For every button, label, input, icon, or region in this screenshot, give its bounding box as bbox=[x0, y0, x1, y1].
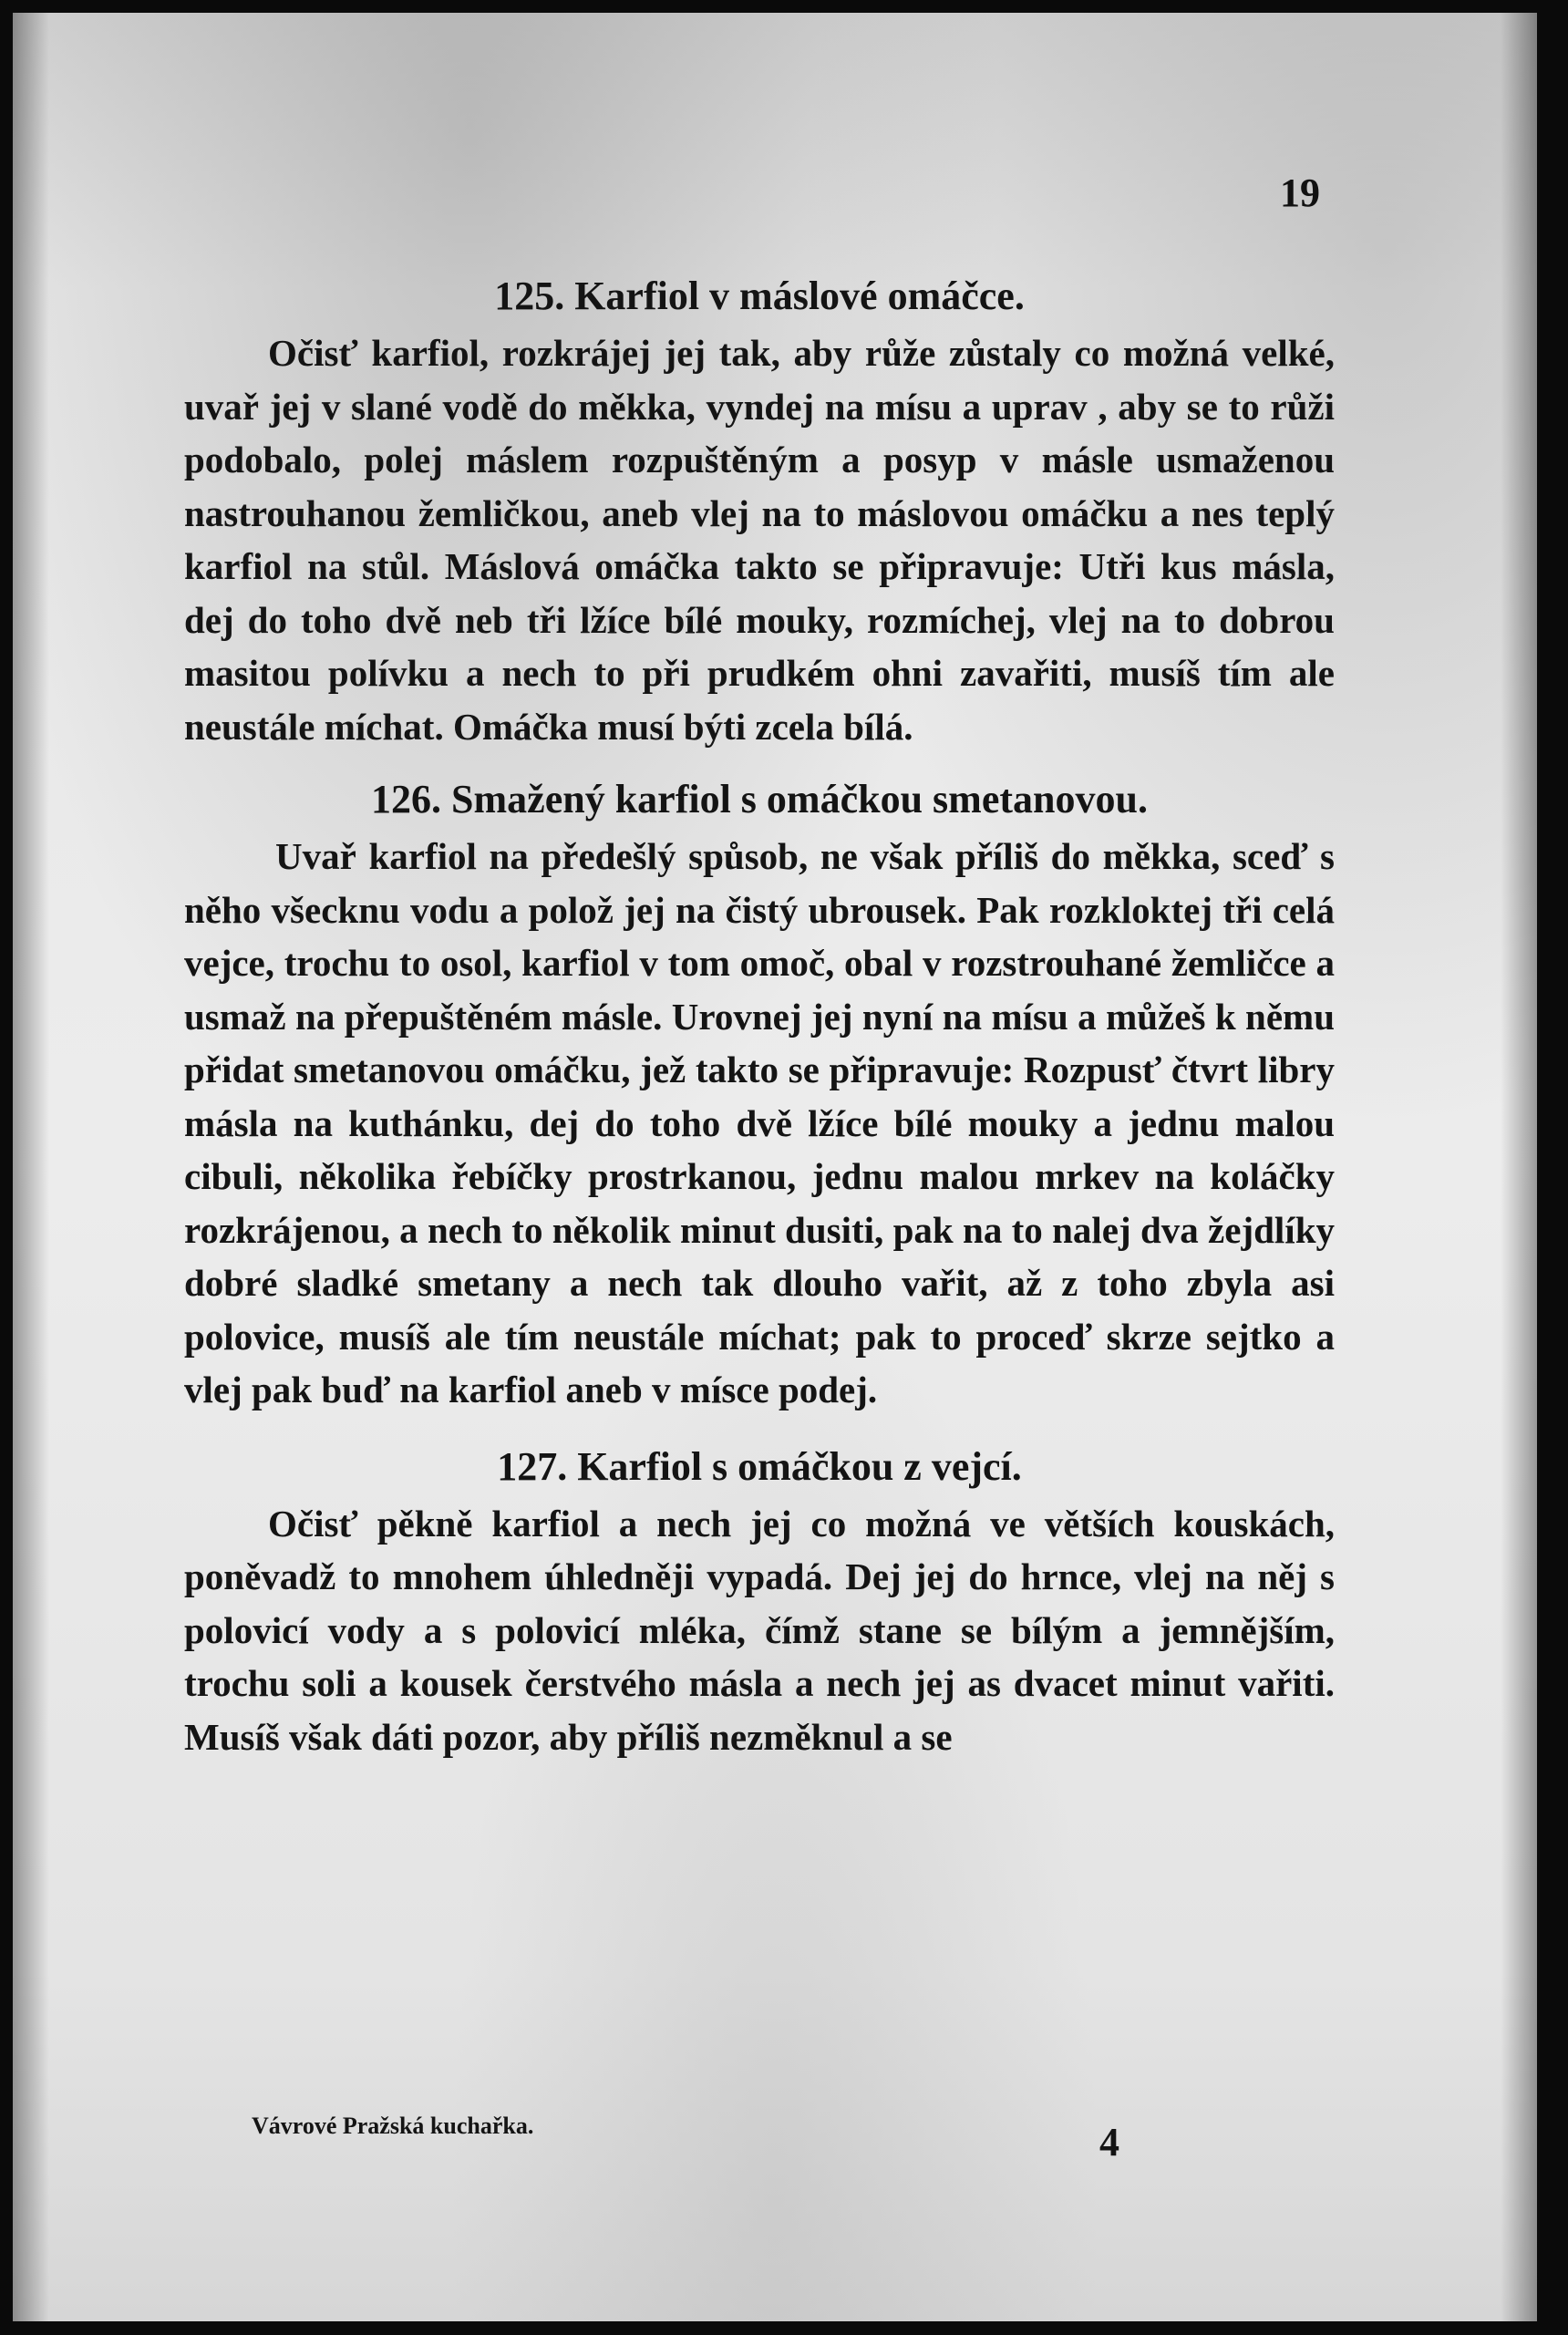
footer-book-title: Vávrové Pražská kuchařka. bbox=[252, 2113, 534, 2139]
recipe-text-block bbox=[184, 270, 1335, 1763]
page-number: 19 bbox=[1280, 170, 1320, 215]
book-page bbox=[13, 13, 1537, 2321]
recipe-126-text: Uvař karfiol na předešlý spůsob, ne však příliš do měkka, sceď s něho všecknu vodu a polož jej na čistý ubrousek. Pak rozkloktej tři celá vejce, trochu to osol, karfiol v tom omoč, obal v rozstrouhané žemličce a usmaž na přepuštěném másle. Urovnej jej nyní na mísu a můžeš k němu přidat smetanovou omáčku, jež takto se připravuje: Rozpusť čtvrt libry másla na kuthánku, dej do toho dvě lžíce bílé mouky a jednu malou cibuli, několika řebíčky prostrkanou, jednu malou mrkev na koláčky rozkrájenou, a nech to několik minut dusiti, pak na to nalej dva žejdlíky dobré sladké smetany a nech tak dlouho vařit, až z toho zbyla asi polovice, musíš ale tím neustále míchat; pak to proceď skrze sejtko a vlej pak buď na karfiol aneb v mísce podej. bbox=[184, 835, 1335, 1410]
recipe-127-text: Očisť pěkně karfiol a nech jej co možná ve větších kouskách, poněvadž to mnohem úhledněji vypadá. Dej jej do hrnce, vlej na něj s polovicí vody a s polovicí mléka, čímž stane se bílým a jemnějším, trochu soli a kousek čerstvého másla a nech jej as dvacet minut vařiti. Musíš však dáti pozor, aby příliš nezměknul a se bbox=[184, 1502, 1335, 1758]
page-edge-shadow-left bbox=[13, 13, 49, 2321]
recipe-126-heading: 126. Smažený karfiol s omáčkou smetanovou. bbox=[371, 777, 1148, 821]
page-edge-shadow-right bbox=[1501, 13, 1537, 2321]
recipe-125-heading: 125. Karfiol v máslové omáčce. bbox=[494, 274, 1025, 318]
signature-mark: 4 bbox=[1099, 2120, 1119, 2165]
recipe-127-heading: 127. Karfiol s omáčkou z vejcí. bbox=[497, 1443, 1022, 1489]
recipe-125-text: Očisť karfiol, rozkrájej jej tak, aby růže zůstaly co možná velké, uvař jej v slané vodě do měkka, vyndej na mísu a uprav , aby se to růži podobalo, polej máslem rozpuštěným a posyp v másle usmaženou nastrouhanou žemličkou, aneb vlej na to máslovou omáčku a nes teplý karfiol na stůl. Máslová omáčka takto se připravuje: Utři kus másla, dej do toho dvě neb tři lžíce bílé mouky, rozmíchej, vlej na to dobrou masitou polívku a nech to při prudkém ohni zavařiti, musíš tím ale neustále míchat. Omáčka musí býti zcela bílá. bbox=[184, 332, 1335, 748]
